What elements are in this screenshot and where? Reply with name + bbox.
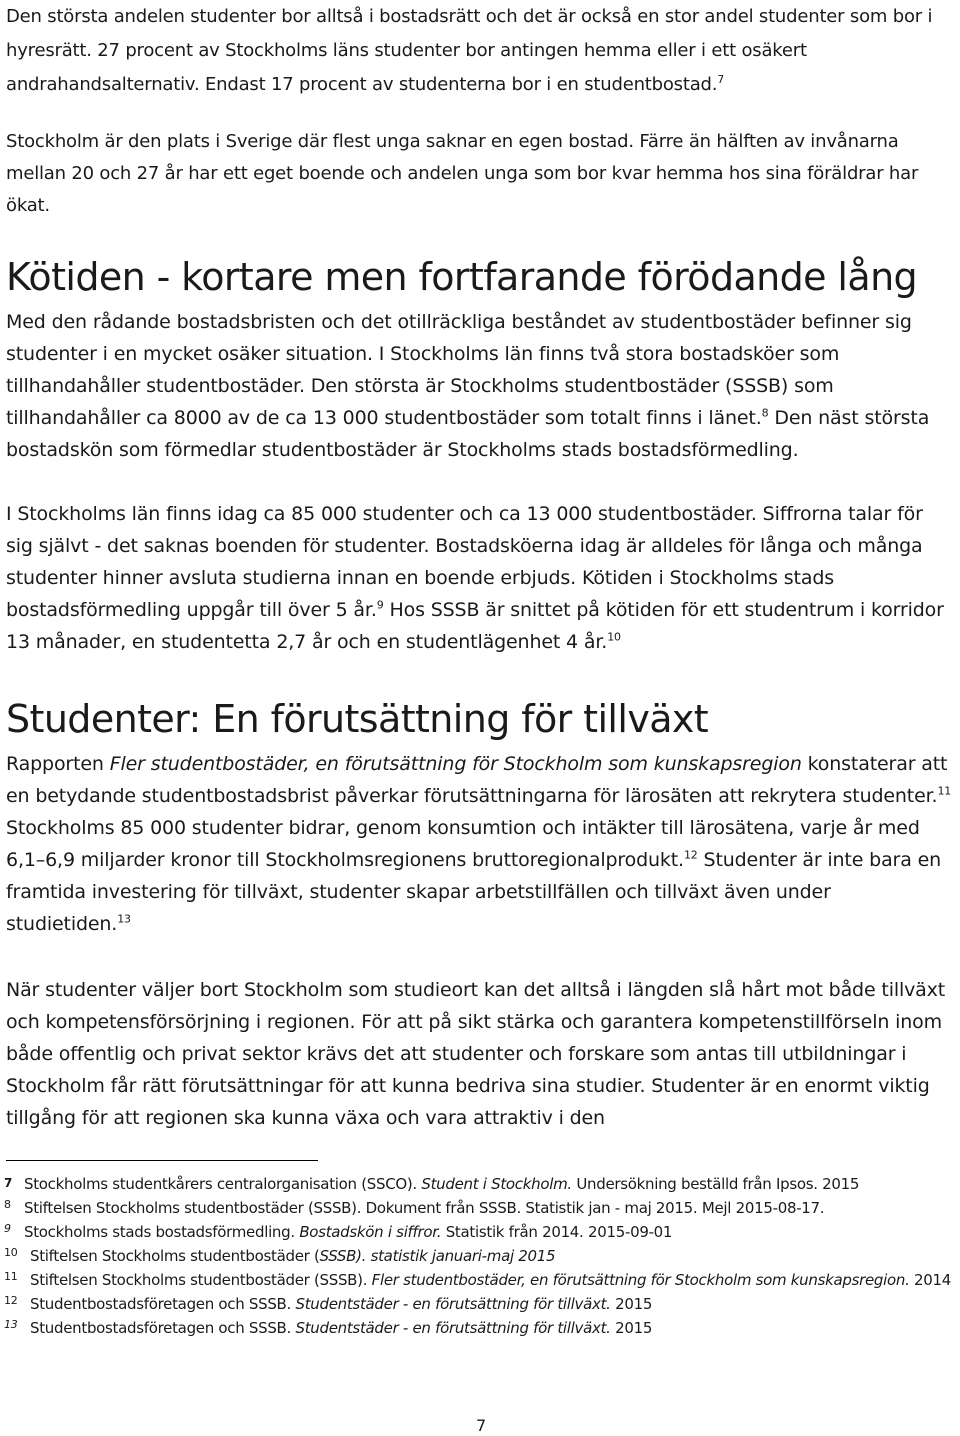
intro-paragraph-1: Den största andelen studenter bor alltså i bostadsrätt och det är också en stor andel studenter som bor i hyresrätt. 27 procent av Stockholms läns studenter bor antingen hemma eller i ett osäkert andrahandsalternativ. Endast 17 procent av studenterna bor i en studentbostad.$^7$ [6, 6, 933, 95]
footnote-9: 9 Stockholms stads bostadsförmedling. Bostadskön i siffror. Statistik från 2014. 2015-09-01 [4, 1220, 956, 1244]
report-title: Fler studentbostäder, en förutsättning för Stockholm som kunskapsregion [109, 753, 802, 775]
footnote-ref-9[interactable]: 9 [376, 598, 384, 612]
section-heading-kotiden: Kötiden - kortare men fortfarande förödande lång [6, 255, 918, 299]
footnote-13: 13 Studentbostadsföretagen och SSSB. Studentstäder - en förutsättning för tillväxt. 2015 [4, 1316, 956, 1340]
footnote-8: 8 Stiftelsen Stockholms studentbostäder (SSSB). Dokument från SSSB. Statistik jan - maj 2015. Mejl 2015-08-17. [4, 1196, 956, 1220]
footnote-ref-8[interactable]: 8 [761, 406, 769, 420]
section-heading-tillvaxt: Studenter: En förutsättning för tillväxt [6, 697, 709, 741]
footnote-11: 11 Stiftelsen Stockholms studentbostäder (SSSB). Fler studentbostäder, en förutsättning för Stockholm som kunskapsregion. 2014 [4, 1268, 956, 1292]
footnote-number: 10 [4, 1246, 18, 1259]
footnote-ref-12[interactable]: 12 [683, 848, 698, 862]
footnote-number: 8 [4, 1198, 11, 1211]
tillvaxt-paragraph-2: När studenter väljer bort Stockholm som studieort kan det alltså i längden slå hårt mot både tillväxt och kompetensförsörjning i regionen. För att på sikt stärka och garantera kompetenstillförseln inom både offentlig och privat sektor krävs det att studenter och forskare som antas till utbildningar i Stockholm får rätt förutsättningar för att kunna bedriva sina studier. Studenter är en enormt viktig tillgång för att regionen ska kunna växa och vara attraktiv i den [6, 979, 946, 1129]
footnote-12: 12 Studentbostadsföretagen och SSSB. Studentstäder - en förutsättning för tillväxt. 2015 [4, 1292, 956, 1316]
footnote-ref-11[interactable]: 11 [937, 784, 952, 798]
kotiden-paragraph-1: Med den rådande bostadsbristen och det otillräckliga beståndet av studentbostäder befinner sig studenter i en mycket osäker situation. I Stockholms län finns två stora bostadsköer som tillhandahåller studentbostäder. Den största är Stockholms studentbostäder (SSSB) som tillhandahåller ca 8000 av de ca 13 000 studentbostäder som totalt finns i länet.$^8$ Den näst största bostadskön som förmedlar studentbostäder är Stockholms stads bostadsförmedling. [6, 311, 930, 461]
footnote-number: 13 [4, 1318, 18, 1331]
tillvaxt-paragraph-1: Rapporten Fler studentbostäder, en förutsättning för Stockholm som kunskapsregion konstaterar att en betydande studentbostadsbrist påverkar förutsättningarna för lärosäten att rekrytera studenter.$^{11}$ Stockholms 85 000 studenter bidrar, genom konsumtion och intäkter till lärosätena, varje år med 6,1–6,9 miljarder kronor till Stockholmsregionens bruttoregionalprodukt.$^{12}$ Studenter är inte bara en framtida investering för tillväxt, studenter skapar arbetstillfällen och tillväxt även under studietiden.$^{13}$ [6, 753, 952, 935]
footnote-number: 12 [4, 1294, 18, 1307]
footnote-separator [6, 1160, 318, 1161]
footnote-ref-13[interactable]: 13 [117, 912, 131, 926]
footnote-number: 9 [4, 1222, 11, 1235]
footnote-ref-10[interactable]: 10 [607, 630, 621, 644]
footnote-number: 7 [4, 1176, 13, 1190]
footnote-number: 11 [4, 1270, 18, 1283]
footnote-10: 10 Stiftelsen Stockholms studentbostäder (SSSB). statistik januari-maj 2015 [4, 1244, 956, 1268]
kotiden-paragraph-2: I Stockholms län finns idag ca 85 000 studenter och ca 13 000 studentbostäder. Siffrorna talar för sig självt - det saknas boenden för studenter. Bostadsköerna idag är alldeles för långa och många studenter hinner avsluta studierna innan en boende erbjuds. Kötiden i Stockholms stads bostadsförmedling uppgår till över 5 år.$^9$ Hos SSSB är snittet på kötiden för ett studentrum i korridor 13 månader, en studentetta 2,7 år och en studentlägenhet 4 år.$^{10}$ [6, 503, 944, 653]
footnote-ref-7[interactable]: 7 [717, 73, 725, 86]
footnotes [4, 1172, 956, 1340]
footnote-7: 7 Stockholms studentkårers centralorganisation (SSCO). Student i Stockholm. Undersökning beställd från Ipsos. 2015 [4, 1172, 956, 1196]
page-number: 7 [476, 1416, 487, 1435]
intro-paragraph-2: Stockholm är den plats i Sverige där flest unga saknar en egen bostad. Färre än hälften av invånarna mellan 20 och 27 år har ett eget boende och andelen unga som bor kvar hemma hos sina föräldrar har ökat. [6, 131, 919, 216]
